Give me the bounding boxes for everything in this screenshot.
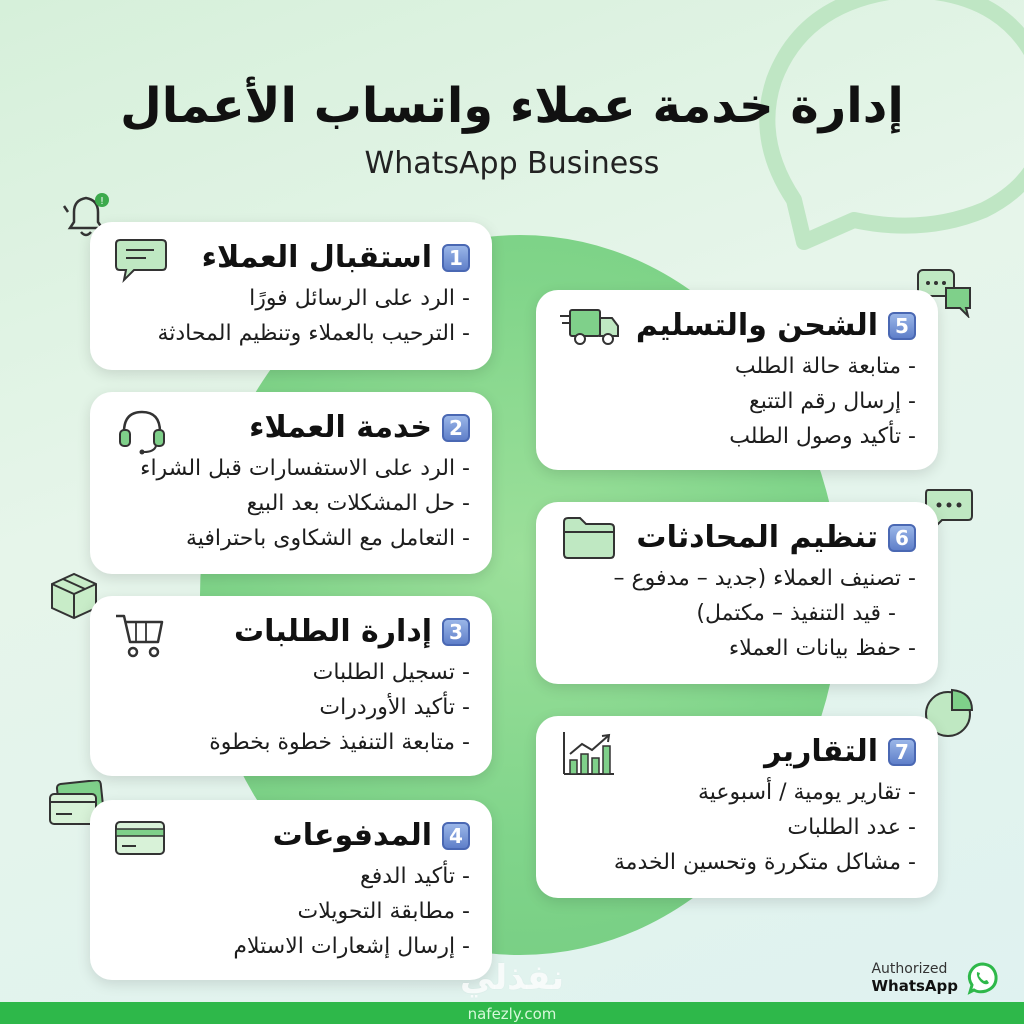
watermark-latin: nafezly.com	[467, 1005, 557, 1023]
card-number-badge: 5	[888, 312, 916, 340]
card-organize-conversations	[536, 502, 938, 684]
list-item: - متابعة حالة الطلب	[558, 349, 916, 384]
list-item: - حل المشكلات بعد البيع	[112, 486, 470, 521]
list-item: - عدد الطلبات	[558, 810, 916, 845]
card-number-badge: 6	[888, 524, 916, 552]
list-item: - قيد التنفيذ – مكتمل)	[558, 596, 916, 631]
whatsapp-logo-icon	[964, 960, 1000, 996]
card-shipping-delivery	[536, 290, 938, 470]
list-item: - متابعة التنفيذ خطوة بخطوة	[112, 725, 470, 760]
card-reports	[536, 716, 938, 898]
page-subtitle: WhatsApp Business	[364, 146, 660, 181]
list-item: - الترحيب بالعملاء وتنظيم المحادثة	[112, 316, 470, 351]
bar-chart-icon	[562, 730, 616, 778]
card-number-badge: 7	[888, 738, 916, 766]
list-item: - مشاكل متكررة وتحسين الخدمة	[558, 845, 916, 880]
svg-text:!: !	[99, 196, 105, 207]
folder-icon	[562, 516, 616, 560]
whatsapp-label: WhatsApp	[871, 977, 958, 995]
watermark-arabic: نفذلي	[459, 958, 565, 998]
list-item: - تأكيد وصول الطلب	[558, 419, 916, 454]
card-customer-reception	[90, 222, 492, 370]
list-item: - تأكيد الدفع	[112, 859, 470, 894]
card-title: تنظيم المحادثات	[636, 520, 878, 555]
list-item: - الرد على الرسائل فورًا	[112, 281, 470, 316]
card-title: التقارير	[764, 734, 878, 769]
card-number-badge: 2	[442, 414, 470, 442]
card-number-badge: 1	[442, 244, 470, 272]
list-item: - تسجيل الطلبات	[112, 655, 470, 690]
list-item: - تأكيد الأوردرات	[112, 690, 470, 725]
card-title: خدمة العملاء	[249, 410, 432, 445]
credit-card-icon	[114, 820, 166, 856]
card-title: الشحن والتسليم	[635, 308, 878, 343]
list-item: - حفظ بيانات العملاء	[558, 631, 916, 666]
card-customer-service	[90, 392, 492, 574]
authorized-label: Authorized	[871, 961, 948, 977]
card-payments	[90, 800, 492, 980]
card-number-badge: 3	[442, 618, 470, 646]
list-item: - تقارير يومية / أسبوعية	[558, 775, 916, 810]
delivery-truck-icon	[558, 306, 622, 348]
list-item: - إرسال إشعارات الاستلام	[112, 929, 470, 964]
card-order-management	[90, 596, 492, 776]
list-item: - إرسال رقم التتبع	[558, 384, 916, 419]
list-item: - الرد على الاستفسارات قبل الشراء	[112, 451, 470, 486]
shopping-cart-icon	[114, 610, 166, 660]
list-item: - التعامل مع الشكاوى باحترافية	[112, 521, 470, 556]
chat-bubble-icon	[114, 236, 168, 284]
headset-icon	[116, 404, 168, 456]
page-title: إدارة خدمة عملاء واتساب الأعمال	[120, 78, 904, 134]
card-title: المدفوعات	[272, 818, 432, 853]
card-title: استقبال العملاء	[201, 240, 432, 275]
list-item: - مطابقة التحويلات	[112, 894, 470, 929]
card-title: إدارة الطلبات	[233, 614, 432, 649]
list-item: - تصنيف العملاء (جديد – مدفوع –	[558, 561, 916, 596]
card-number-badge: 4	[442, 822, 470, 850]
authorized-whatsapp-badge	[871, 960, 1000, 996]
